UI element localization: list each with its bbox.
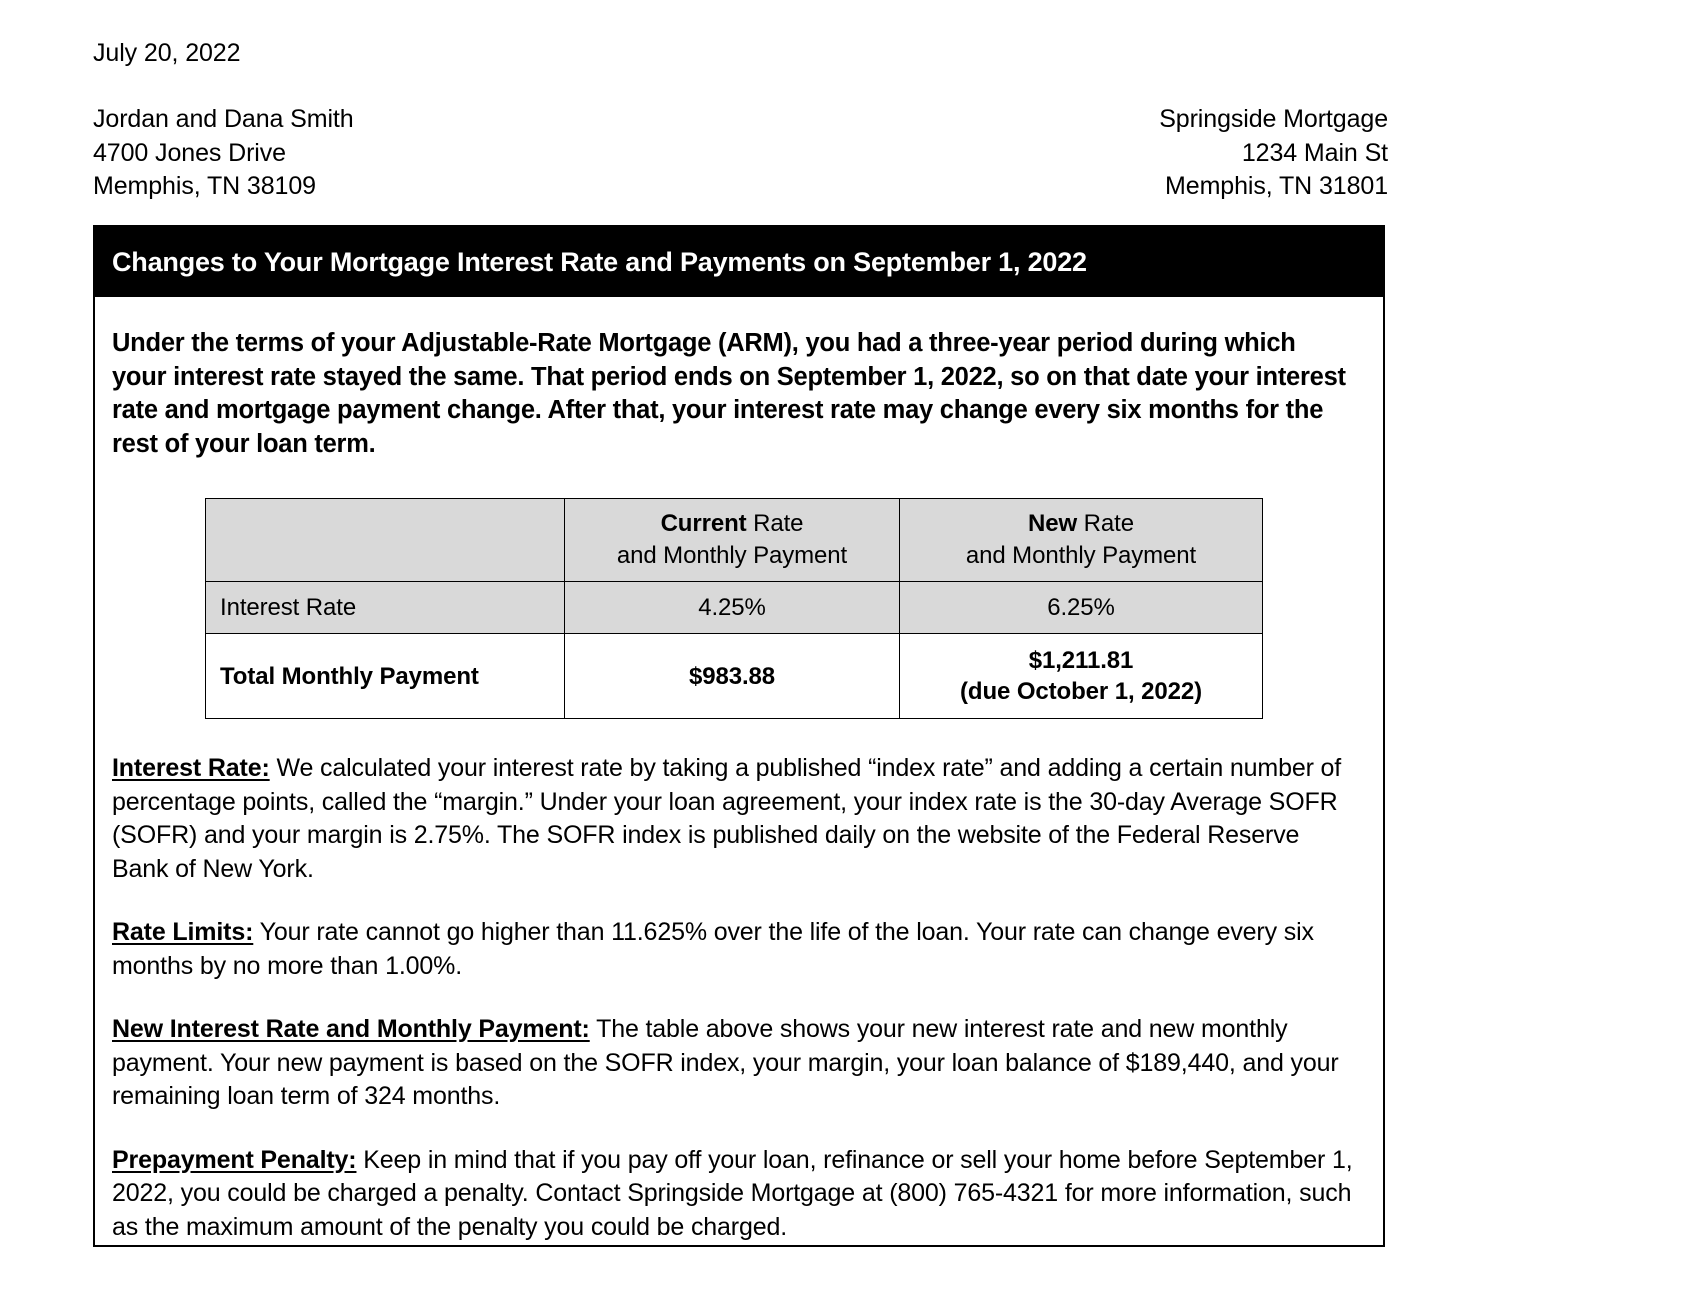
row-label-interest-rate: Interest Rate [206, 582, 565, 634]
notice-title-bar [95, 227, 1383, 297]
section-body-new-rate-and-payment: The table above shows your new interest rate and new monthly payment. Your new payment is based on the SOFR index, your margin, your loan balance of $189,440, and your remaining loan term of 324 months. [112, 1015, 1339, 1110]
header-current-strong: Current [660, 510, 747, 537]
section-body-rate-limits: Your rate cannot go higher than 11.625% over the life of the loan. Your rate can change every six months by no more than 1.00%. [112, 918, 1314, 980]
header-current-subline: and Monthly Payment [616, 542, 848, 569]
recipient-name: Jordan and Dana Smith [93, 105, 354, 133]
header-cell-current [565, 499, 900, 582]
rate-comparison-table [205, 498, 1263, 719]
cell-current-total-payment: $983.88 [565, 634, 900, 719]
header-new-rest: Rate [1077, 510, 1134, 537]
section-body-prepayment-penalty: Keep in mind that if you pay off your loan, refinance or sell your home before September 1, 2022, you could be charged a penalty. Contact Springside Mortgage at (800) 765-4321 for more information, such as the maximum amount of the penalty you could be charged. [112, 1145, 1353, 1241]
notice-box [93, 225, 1385, 1247]
new-payment-due-date: (due October 1, 2022) [960, 678, 1202, 705]
table-row [206, 634, 1263, 719]
recipient-city-state-zip: Memphis, TN 38109 [93, 172, 316, 200]
section-interest-rate [112, 752, 1356, 886]
notice-body [95, 297, 1383, 1244]
cell-new-total-payment [900, 634, 1263, 719]
section-lead-rate-limits: Rate Limits: [112, 918, 254, 946]
section-lead-prepayment-penalty: Prepayment Penalty: [112, 1145, 357, 1174]
section-prepayment-penalty [112, 1144, 1356, 1245]
header-cell-new [900, 499, 1263, 582]
sender-street: 1234 Main St [1241, 138, 1388, 167]
header-new-strong: New [1028, 510, 1078, 537]
section-lead-interest-rate: Interest Rate: [112, 754, 270, 782]
notice-title: Changes to Your Mortgage Interest Rate and Payments on September 1, 2022 [112, 246, 1087, 277]
letterhead [93, 36, 1388, 204]
rate-table-wrapper [112, 498, 1356, 719]
sender-address-block [1159, 103, 1388, 204]
cell-current-interest-rate: 4.25% [565, 582, 900, 634]
section-body-interest-rate: We calculated your interest rate by taking a published “index rate” and adding a certain number of percentage points, called the “margin.” Under your loan agreement, your index rate is the 30-day Average SOFR (SOFR) and your margin is 2.75%. The SOFR index is published daily on the website of the Federal Reserve Bank of New York. [112, 754, 1342, 883]
letter-date: July 20, 2022 [93, 39, 241, 67]
table-header-row [206, 499, 1263, 582]
header-cell-blank [206, 499, 565, 582]
header-current-rest: Rate [746, 510, 804, 537]
table-row [206, 582, 1263, 634]
section-new-rate-and-payment [112, 1013, 1356, 1114]
row-label-total-monthly-payment: Total Monthly Payment [206, 634, 565, 719]
section-lead-new-rate-and-payment: New Interest Rate and Monthly Payment: [112, 1015, 590, 1043]
section-rate-limits [112, 916, 1356, 983]
recipient-address-block [93, 103, 354, 204]
recipient-street: 4700 Jones Drive [93, 138, 286, 167]
new-payment-amount: $1,211.81 [1028, 647, 1134, 674]
sender-city-state-zip: Memphis, TN 31801 [1165, 172, 1388, 200]
sender-name: Springside Mortgage [1159, 105, 1388, 133]
notice-intro-paragraph: Under the terms of your Adjustable-Rate Mortgage (ARM), you had a three-year period during which your interest rate stayed the same. That period ends on September 1, 2022, so on that date your interest rate and mortgage payment change. After that, your interest rate may change every six months for the rest of your loan term. [112, 329, 1346, 458]
cell-new-interest-rate: 6.25% [900, 582, 1263, 634]
header-new-subline: and Monthly Payment [965, 542, 1197, 569]
address-row [93, 103, 1388, 204]
